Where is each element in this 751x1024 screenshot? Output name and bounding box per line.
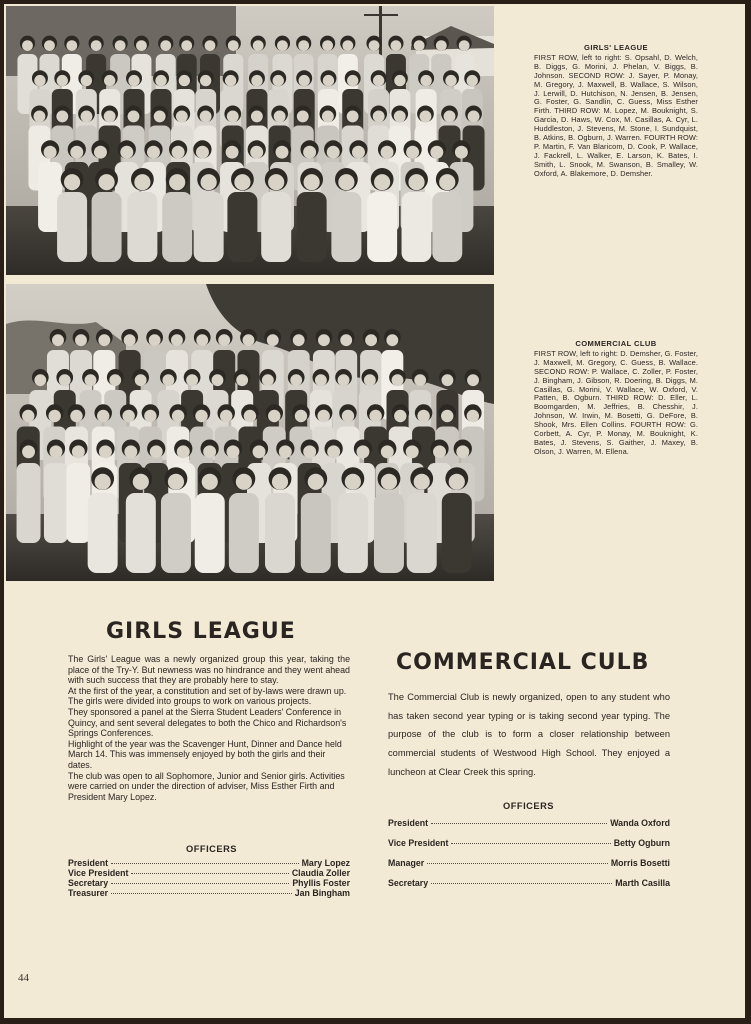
- girls-league-paragraph: The club was open to all Sophomore, Junior and Senior girls. Activities were carried on under the direction of adviser, Miss Esther Firth and President Mary Lopez.: [68, 770, 345, 802]
- yearbook-page: [4, 4, 745, 1018]
- officer-role: President: [68, 858, 109, 868]
- commercial-club-officer-row: [388, 858, 670, 868]
- commercial-club-officer-row: [388, 838, 670, 848]
- girls-league-caption-title: GIRLS' LEAGUE: [584, 43, 648, 52]
- officer-role: Treasurer: [68, 888, 109, 898]
- officer-name: Claudia Zoller: [291, 868, 350, 878]
- commercial-club-officers-title: OFFICERS: [503, 801, 555, 811]
- officer-role: President: [388, 818, 429, 828]
- page-number: 44: [18, 972, 29, 984]
- girls-league-group-photo: [6, 6, 494, 275]
- officer-role: Secretary: [68, 878, 109, 888]
- girls-league-paragraph: The Girls' League was a newly organized group this year, taking the place of the Try-Y. But newness was no hindrance and they went ahead with such success that they are probably here to stay.: [68, 654, 350, 686]
- officer-role: Vice President: [68, 868, 129, 878]
- officer-role: Vice President: [388, 838, 449, 848]
- commercial-club-caption: [534, 340, 698, 457]
- officer-name: Wanda Oxford: [610, 818, 670, 828]
- officer-role: Secretary: [388, 878, 429, 888]
- girls-league-officers-list: [68, 858, 350, 898]
- commercial-club-caption-title: COMMERCIAL CLUB: [575, 339, 657, 348]
- officer-role: Manager: [388, 858, 425, 868]
- commercial-club-group-photo: [6, 284, 494, 581]
- girls-league-officer-row: [68, 858, 350, 868]
- girls-league-officer-row: [68, 888, 350, 898]
- girls-league-officer-row: [68, 878, 350, 888]
- girls-league-caption: [534, 44, 698, 179]
- commercial-club-officers-list: [388, 818, 670, 888]
- girls-league-officers-title: OFFICERS: [186, 844, 238, 854]
- commercial-club-heading: COMMERCIAL CULB: [396, 650, 650, 675]
- girls-league-article: [68, 654, 350, 802]
- officer-name: Jan Bingham: [294, 888, 350, 898]
- officer-name: Betty Ogburn: [613, 838, 670, 848]
- officer-name: Phyllis Foster: [292, 878, 350, 888]
- commercial-club-caption-text: FIRST ROW, left to right: D. Demsher, G. Foster, J. Maxwell, M. Gregory, C. Guess, B. Wallace. SECOND ROW: P. Wallace, C. Zoller, P. Foster, J. Bingham, J. Gibson, R. Doering, B. Diggs, M. Casillas, G. Morini, V. Wallace, W. Oxford, V. Patten, B. Ogburn. THIRD ROW: D. Eller, L. Boomgarden, M. Jeffries, B. Chesshir, J. Johnson, W. Irwin, M. Bosetti, G. DeFore, B. Shook, Mrs. Ellen Collins. FOURTH ROW: G. Corbett, A. Cyr, P. Monay, M. Bouknight, K. Bates, J. Stevens, S. Gaither, J. Maxey, B. Olson, J. Warren, M. Ellena.: [534, 348, 699, 456]
- girls-league-heading: GIRLS LEAGUE: [106, 619, 296, 644]
- commercial-club-officer-row: [388, 818, 670, 828]
- girls-league-caption-text: FIRST ROW, left to right: S. Opsahl, D. Welch, B. Diggs, G. Morini, J. Phelan, V. Biggs, B. Johnson. SECOND ROW: J. Sayer, P. Monay, M. Gregory, J. Maxwell, B. Wallace, S. Wilson, J. Lerwill, D. Hutchison, N. Jensen, B. Jensen, G. Foster, G. Sandlin, C. Guess, Miss Esther Firth. THIRD ROW: M. Lopez, M. Bouknight, S. Garcia, D. Haws, W. Cox, M. Casillas, A. Cyr, L. Huddleston, J. Stevens, M. Stone, I. Sundquist, B. Atkins, B. Ogburn, J. Warren. FOURTH ROW: P. Martin, F. Van Blaricom, D. Cook, P. Wallace, J. Fackrell, L. Walker, E. Larson, K. Bates, I. Smith, L. Snook, M. Swanson, B. Smalley, W. Oxford, A. Blakemore, D. Demsher.: [534, 52, 698, 178]
- commercial-club-officer-row: [388, 878, 670, 888]
- officer-name: Morris Bosetti: [610, 858, 670, 868]
- girls-league-officer-row: [68, 868, 350, 878]
- officer-name: Marth Casilla: [615, 878, 670, 888]
- girls-league-paragraph: They sponsored a panel at the Sierra Student Leaders' Conference in Quincy, and sent several delegates to both the Chico and Richardson's Springs Conferences.: [68, 706, 347, 739]
- girls-league-paragraph: Highlight of the year was the Scavenger Hunt, Dinner and Dance held March 14. This was immensely enjoyed by both the girls and their dates.: [68, 738, 342, 770]
- girls-league-paragraph: At the first of the year, a constitution and set of by-laws were drawn up. The girls were divided into groups to work on various projects.: [68, 685, 347, 707]
- commercial-club-article: The Commercial Club is newly organized, open to any student who has taken second year typing or is taking second year typing. The purpose of the club is to form a closer relationship between commercial students of Westwood High School. They enjoyed a luncheon at Clear Creek this spring.: [388, 692, 670, 777]
- officer-name: Mary Lopez: [301, 858, 350, 868]
